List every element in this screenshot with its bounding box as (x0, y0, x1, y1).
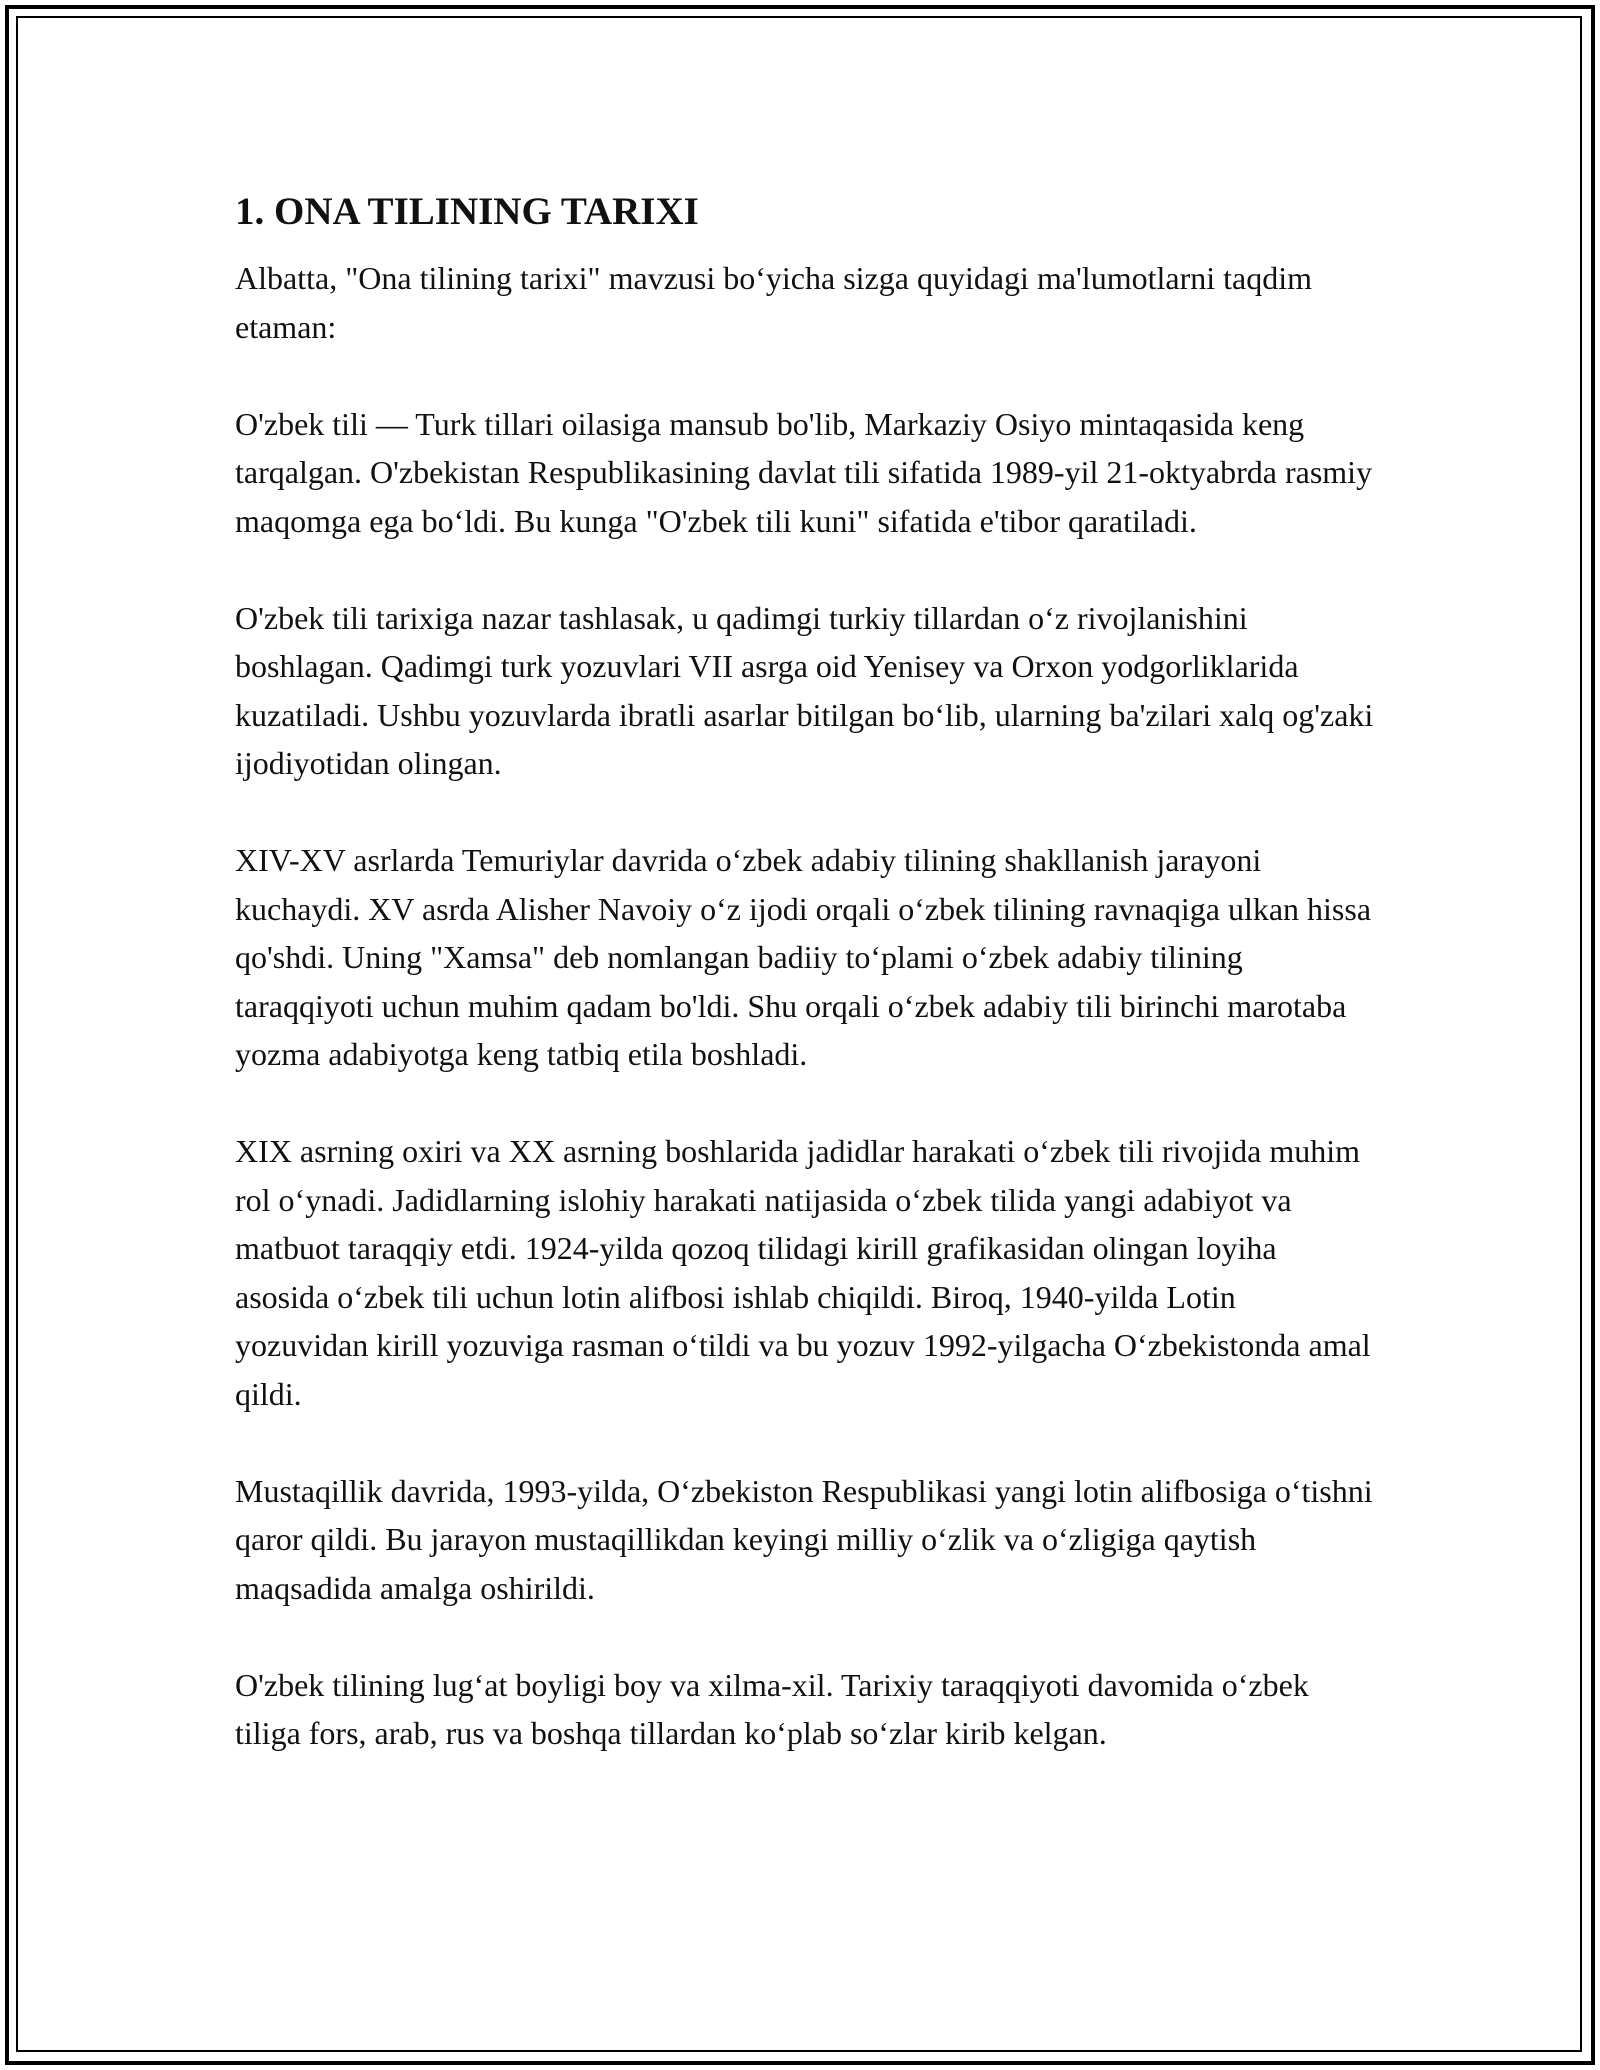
document-title: 1. ONA TILINING TARIXI (235, 190, 699, 233)
paragraph-independence: Mustaqillik davrida, 1993-yilda, O‘zbekiston Respublikasi yangi lotin alifbosiga o‘tishni qaror qildi. Bu jarayon mustaqillikdan keyingi milliy o‘zlik va o‘zligiga qaytish maqsadida amalga oshirildi. (235, 1472, 1373, 1606)
paragraph-jadid-movement: XIX asrning oxiri va XX asrning boshlarida jadidlar harakati o‘zbek tili rivojida muhim rol o‘ynadi. Jadidlarning islohiy harakati natijasida o‘zbek tilida yangi adabiyot va matbuot taraqqiy etdi. 1924-yilda qozoq tilidagi kirill grafikasidan olingan loyiha asosida o‘zbek tili uchun lotin alifbosi ishlab chiqildi. Biroq, 1940-yilda Lotin yozuvidan kirill yozuviga rasman o‘tildi va bu yozuv 1992-yilgacha O‘zbekistonda amal qildi. (235, 1133, 1371, 1412)
paragraph-ancient-origins: O'zbek tili tarixiga nazar tashlasak, u qadimgi turkiy tillardan o‘z rivojlanishini boshlagan. Qadimgi turk yozuvlari VII asrga oid Yenisey va Orxon yodgorliklarida kuzatiladi. Ushbu yozuvlarda ibratli asarlar bitilgan bo‘lib, ularning ba'zilari xalq og'zaki ijodiyotidan olingan. (235, 599, 1374, 781)
paragraph-official-status: O'zbek tili — Turk tillari oilasiga mansub bo'lib, Markaziy Osiyo mintaqasida keng tarqalgan. O'zbekistan Respublikasining davlat tili sifatida 1989-yil 21-oktyabrda rasmiy maqomga ega bo‘ldi. Bu kunga "O'zbek tili kuni" sifatida e'tibor qaratiladi. (235, 405, 1373, 539)
paragraph-vocabulary: O'zbek tilining lug‘at boyligi boy va xilma-xil. Tarixiy taraqqiyoti davomida o‘zbek tiliga fors, arab, rus va boshqa tillardan ko‘plab so‘zlar kirib kelgan. (235, 1666, 1309, 1751)
paragraph-timurid-era: XIV-XV asrlarda Temuriylar davrida o‘zbek adabiy tilining shakllanish jarayoni kuchaydi. XV asrda Alisher Navoiy o‘z ijodi orqali o‘zbek tilining ravnaqiga ulkan hissa qo'shdi. Uning "Xamsa" deb nomlangan badiiy to‘plami o‘zbek adabiy tilining taraqqiyoti uchun muhim qadam bo'ldi. Shu orqali o‘zbek adabiy tili birinchi marotaba yozma adabiyotga keng tatbiq etila boshladi. (235, 842, 1372, 1072)
paragraph-intro: Albatta, "Ona tilining tarixi" mavzusi bo‘yicha sizga quyidagi ma'lumotlarni taqdim etaman: (235, 260, 1312, 345)
document-body (235, 184, 1375, 1758)
